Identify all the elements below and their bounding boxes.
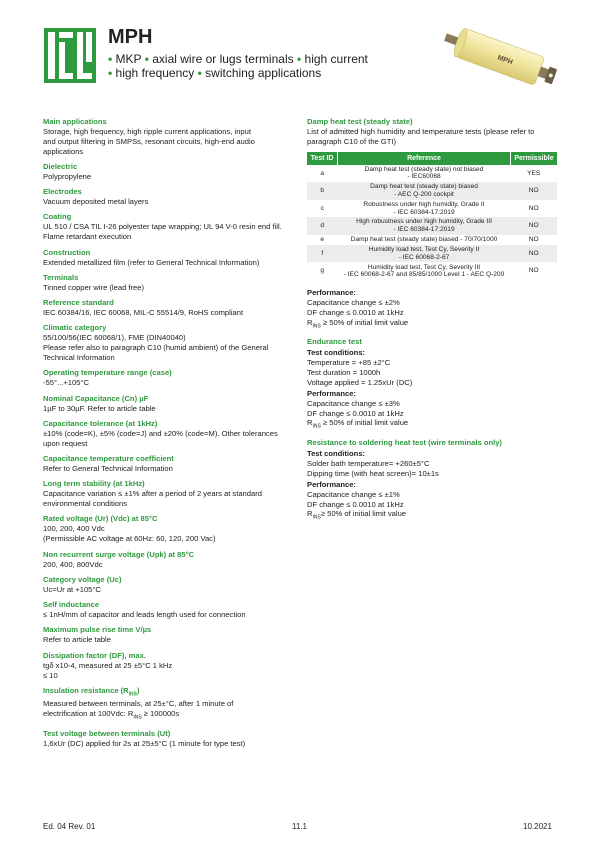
spec-dissipation-factor: Dissipation factor (DF), max. tgδ x10-4, measured at 25 ±5°C 1 kHz ≤ 10	[43, 650, 173, 680]
spec-rated-voltage: Rated voltage (Ur) (Vdc) at 85°C 100, 200, 400 Vdc (Permissible AC voltage at 60Hz: 60, 120, 200 Vac)	[43, 514, 216, 544]
spec-dielectric: Dielectric Polypropylene	[43, 161, 92, 181]
footer-date: 10.2021	[523, 822, 552, 831]
spec-coating: Coating UL 510 / CSA TIL I-26 polyester tape wrapping; UL 94 V-0 resin end fill. Flame retardant execution	[43, 212, 282, 242]
spec-self-inductance: Self inductance ≤ 1nH/mm of capacitor and leads length used for connection	[43, 600, 246, 620]
table-row: c Robustness under high humidity, Grade II - IEC 60384-17:2019 NO	[320, 200, 539, 216]
column-header: Reference	[338, 152, 511, 165]
svg-text:MPH: MPH	[496, 54, 514, 67]
spec-capacitance-tolerance: Capacitance tolerance (at 1kHz) ±10% (code=K), ±5% (code=J) and ±20% (code=M). Other tolerances upon request	[43, 418, 278, 448]
spec-test-voltage: Test voltage between terminals (Ut) 1,6xUr (DC) applied for 2s at 25±5°C (1 minute for type test)	[43, 728, 246, 748]
product-title: MPH	[108, 26, 153, 48]
table-row: b Damp heat test (steady state) biased - AEC Q-200 cockpit NO	[307, 182, 557, 200]
table-row: e Damp heat test (steady state) biased - 70/70/1000 NO	[320, 236, 539, 244]
spec-pulse-rise-time: Maximum pulse rise time V/µs Refer to article table	[43, 625, 152, 645]
spec-climatic-category: Climatic category 55/100/56(IEC 60068/1), FME (DIN40040) Please refer also to paragraph C10 (humid ambient) of the General Technical Information	[43, 323, 269, 363]
right-column	[307, 117, 557, 529]
damp-heat-section: Damp heat test (steady state) List of admitted high humidity and temperature tests (please refer to paragraph C10 of the GTI) Test ID Reference Permissible a Damp heat test (steady state) not biased - IEC60068 YES b Damp heat test (steady state) biased - AEC Q-200 cockpit NO c Robustness under high humidity, Grade II - IEC 60384-17:2019 NO d High robustness under high humidity, Grade III - IEC 60384-17:2019 NO e Damp heat test (steady state) biased - 70/70/1000 NO f Humidity load test, Test Cy, Severity II - IEC 60068-2-67 NO g Humidity load test, Test Cy, Severity III - IEC 60068-2-67 and 85/85/1000 Level 1 - AEC Q-200 NO Performance: Capacitance change ≤ ±2% DF change ≤ 0.0010 at 1kHz $R_{INS} \ge 50\%$ of initial limit value	[307, 117, 557, 332]
soldering-section: Resistance to soldering heat test (wire terminals only) Test conditions: Solder bath temperature= +260±5°C Dipping time (with heat screen)= 10±1s Performance: Capacitance change ≤ ±1% DF change ≤ 0.0010 at 1kHz $R_{INS}\ge 50\%$ of initial limit value	[307, 438, 502, 521]
table-row: g Humidity load test, Test Cy, Severity III - IEC 60068-2-67 and 85/85/1000 Level 1 - AEC Q-200 NO	[320, 263, 539, 279]
spec-insulation-resistance: Insulation resistance $(R_{INS})$ Measured between terminals, at 25±°C, after 1 minute of electrification at 100Vdc: $R_{INS} \ge 100000s$	[43, 685, 234, 721]
column-header: Test ID	[307, 152, 338, 165]
spec-temperature-coefficient: Capacitance temperature coefficient Refer to General Technical Information	[43, 454, 174, 474]
spec-electrodes: Electrodes Vacuum deposited metal layers	[43, 187, 149, 207]
spec-main-applications: Main applications Storage, high frequency, high ripple current applications, input and output filtering in SMPSs, resonant circuits, high-end audio applications	[43, 117, 255, 156]
left-column	[43, 117, 293, 754]
spec-reference-standard: Reference standard IEC 60384/16, IEC 60068, MIL-C 55514/9, RoHS compliant	[43, 298, 244, 318]
spec-construction: Construction Extended metallized film (refer to General Technical Information)	[43, 247, 260, 267]
product-subtitle: • MKP • axial wire or lugs terminals • high current • high frequency • switching applications	[108, 52, 368, 80]
spec-operating-temperature: Operating temperature range (case) -55°...+105°C	[43, 368, 172, 388]
footer-edition: Ed. 04 Rev. 01	[43, 822, 96, 831]
table-row: f Humidity load test, Test Cy, Severity II - IEC 60068-2-67 NO	[307, 245, 557, 263]
icel-logo-icon	[44, 28, 96, 83]
spec-category-voltage: Category voltage (Uc) Uc=Ur at +105°C	[43, 574, 122, 594]
table-row: a Damp heat test (steady state) not biased - IEC60068 YES	[320, 165, 541, 181]
endurance-section: Endurance test Test conditions: Temperature = +85 ±2°C Test duration = 1000h Voltage applied = 1.25xUr (DC) Performance: Capacitance change ≤ ±3% DF change ≤ 0.0010 at 1kHz $R_{INS} \ge 50\%$ of initial limit value	[307, 337, 413, 430]
table-row: d High robustness under high humidity, Grade III - IEC 60384-17:2019 NO	[307, 217, 557, 235]
spec-surge-voltage: Non recurrent surge voltage (Upk) at 85°C 200, 400, 800Vdc	[43, 549, 195, 569]
spec-nominal-capacitance: Nominal Capacitance (Cn) µF 1µF to 30µF. Refer to article table	[43, 393, 156, 413]
spec-long-term-stability: Long term stability (at 1kHz) Capacitance variation ≤ ±1% after a period of 2 years at standard environmental conditions	[43, 479, 262, 509]
column-header: Permissible	[511, 152, 558, 165]
capacitor-icon	[440, 22, 560, 92]
spec-terminals: Terminals Tinned copper wire (lead free)	[43, 272, 145, 292]
footer-page-number: 11.1	[292, 822, 307, 831]
damp-heat-table	[307, 152, 557, 280]
